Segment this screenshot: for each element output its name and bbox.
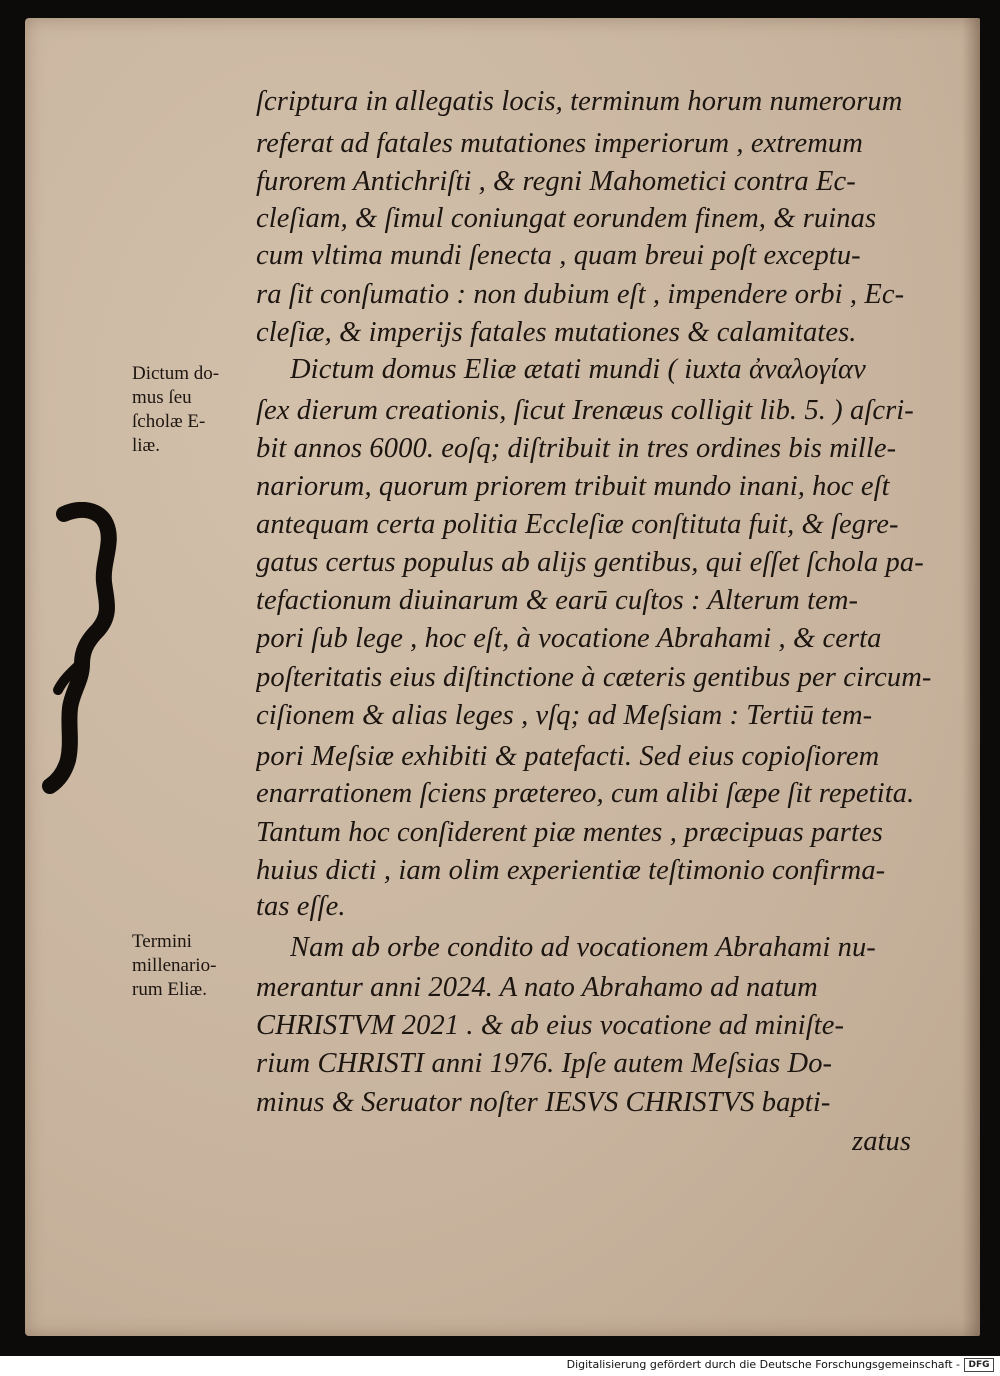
text-line: rium CHRISTI anni 1976. Ipſe autem Meſsias Do- bbox=[256, 1048, 833, 1079]
text-line: antequam certa politia Eccleſiæ conſtituta fuit, & ſegre- bbox=[256, 509, 899, 540]
side-note-line: millenario- bbox=[132, 955, 217, 976]
text-line: pori ſub lege , hoc eſt, à vocatione Abrahami , & certa bbox=[256, 623, 882, 654]
catchword: zatus bbox=[852, 1126, 912, 1157]
side-note-termini bbox=[132, 930, 257, 1002]
text-line: Dictum domus Eliæ ætati mundi ( iuxta ἀναλογίαν bbox=[290, 354, 866, 385]
text-line: minus & Seruator noſter IESVS CHRISTVS bapti- bbox=[256, 1087, 831, 1118]
footer-credit: Digitalisierung gefördert durch die Deutsche Forschungsgemeinschaft - bbox=[566, 1358, 960, 1371]
side-note-line: ſcholæ E- bbox=[132, 411, 206, 432]
text-line: referat ad fatales mutationes imperiorum , extremum bbox=[256, 128, 863, 159]
text-line: gatus certus populus ab alijs gentibus, qui eſſet ſchola pa- bbox=[256, 547, 924, 578]
text-line: cum vltima mundi ſenecta , quam breui poſt exceptu- bbox=[256, 240, 861, 271]
text-line: cleſiam, & ſimul coniungat eorundem finem, & ruinas bbox=[256, 203, 877, 234]
text-line: ra ſit conſumatio : non dubium eſt , impendere orbi , Ec- bbox=[256, 279, 905, 310]
text-line: enarrationem ſciens prætereo, cum alibi ſæpe ſit repetita. bbox=[256, 778, 915, 809]
text-line: poſteritatis eius diſtinctione à cæteris gentibus per circum- bbox=[256, 662, 932, 693]
side-note-line: mus ſeu bbox=[132, 387, 192, 408]
side-note-line: Termini bbox=[132, 931, 192, 952]
side-note-line: rum Eliæ. bbox=[132, 979, 207, 1000]
text-line: Nam ab orbe condito ad vocationem Abrahami nu- bbox=[290, 932, 876, 963]
text-line: ciſionem & alias leges , vſq; ad Meſsiam : Tertiū tem- bbox=[256, 700, 873, 731]
text-line: Tantum hoc conſiderent piæ mentes , præcipuas partes bbox=[256, 817, 883, 848]
side-note-dictum bbox=[132, 362, 257, 458]
side-note-line: Dictum do- bbox=[132, 363, 220, 384]
dfg-logo: DFG bbox=[964, 1358, 994, 1372]
text-line: ſex dierum creationis, ſicut Irenæus colligit lib. 5. ) aſcri- bbox=[256, 395, 914, 426]
text-line: merantur anni 2024. A nato Abrahamo ad natum bbox=[256, 972, 818, 1003]
text-line: pori Meſsiæ exhibiti & patefacti. Sed eius copioſiorem bbox=[256, 741, 880, 772]
text-line: huius dicti , iam olim experientiæ teſtimonio confirma- bbox=[256, 855, 886, 886]
text-line: bit annos 6000. eoſq; diſtribuit in tres ordines bis mille- bbox=[256, 433, 897, 464]
text-line: CHRISTVM 2021 . & ab eius vocatione ad miniſte- bbox=[256, 1010, 845, 1041]
text-line: furorem Antichriſti , & regni Mahometici contra Ec- bbox=[256, 166, 856, 197]
text-line: tas eſſe. bbox=[256, 891, 346, 922]
text-line: cleſiæ, & imperijs fatales mutationes & calamitates. bbox=[256, 317, 857, 348]
page-edge bbox=[962, 18, 980, 1336]
handwritten-brace-mark bbox=[42, 502, 132, 794]
text-line: ſcriptura in allegatis locis, terminum horum numerorum bbox=[256, 86, 903, 117]
text-line: nariorum, quorum priorem tribuit mundo inani, hoc eſt bbox=[256, 471, 890, 502]
side-note-line: liæ. bbox=[132, 435, 160, 456]
text-line: tefactionum diuinarum & earū cuſtos : Alterum tem- bbox=[256, 585, 859, 616]
